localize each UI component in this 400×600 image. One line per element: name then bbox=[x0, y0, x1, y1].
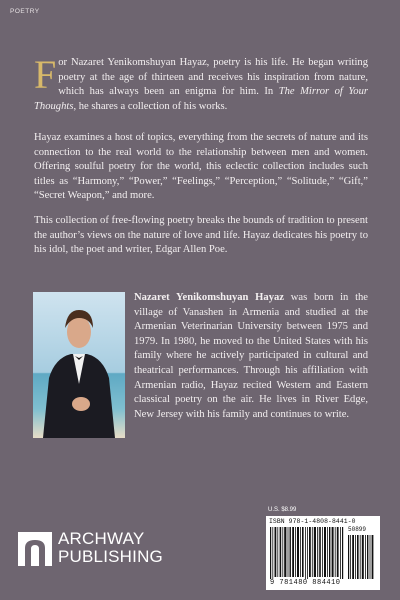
barcode-addon-number: 50899 bbox=[348, 526, 367, 533]
barcode-bars-icon bbox=[270, 527, 376, 579]
author-name: Nazaret Yenikomshuyan Hayaz bbox=[134, 292, 285, 303]
publisher-name-line-2: PUBLISHING bbox=[58, 547, 163, 566]
isbn-number: ISBN 978-1-4808-8441-0 bbox=[269, 518, 356, 525]
author-bio bbox=[134, 291, 368, 422]
genre-label: POETRY bbox=[10, 8, 40, 15]
blurb-paragraph-1 bbox=[34, 52, 368, 114]
drop-cap: F bbox=[34, 52, 57, 97]
barcode bbox=[266, 516, 380, 590]
archway-logo-icon bbox=[18, 532, 52, 566]
book-title: The Mirror of Your Thoughts bbox=[34, 86, 368, 112]
publisher-name bbox=[58, 530, 163, 566]
blurb-paragraph-3: This collection of free-flowing poetry breaks the bounds of tradition to present the author’s views on the nature of love and life. Hayaz dedicates his poetry to his idol, the poet and writer, Edgar Allen Poe. bbox=[34, 215, 368, 256]
author-photo bbox=[33, 292, 125, 438]
barcode-digits: 9 781480 884410 bbox=[270, 579, 341, 587]
price-label: U.S. $8.99 bbox=[268, 507, 297, 513]
publisher-name-line-1: ARCHWAY bbox=[58, 529, 145, 548]
blurb-paragraph-2: Hayaz examines a host of topics, everything from the secrets of nature and its connection to the real world to the relationship between men and women. Offering soulful poetry for the world, this eclectic collection includes such titles as “Harmony,” “Power,” “Feelings,” “Perception,” “Solitude,” “Gift,” “Secret Weapon,” and more. bbox=[34, 132, 368, 202]
blurb-text: , he shares a collection of his works. bbox=[73, 100, 228, 112]
blurb-text: or Nazaret Yenikomshuyan Hayaz, poetry is his life. He began writing poetry at the age of thirteen and receives his inspiration from nature, which has always been an enigma for him. In bbox=[58, 57, 368, 98]
author-bio-text: was born in the village of Vanashen in Armenia and studied at the Armenian Veterinarian University between 1975 and 1979. In 1980, he moved to the United States with his family where he actively participated in cultural and theatrical performances. Through his affiliation with Armenian radio, Hayaz recited Western and Eastern classical poetry on the air. He lives in River Edge, New Jersey with his family and continues to write. bbox=[134, 292, 369, 420]
